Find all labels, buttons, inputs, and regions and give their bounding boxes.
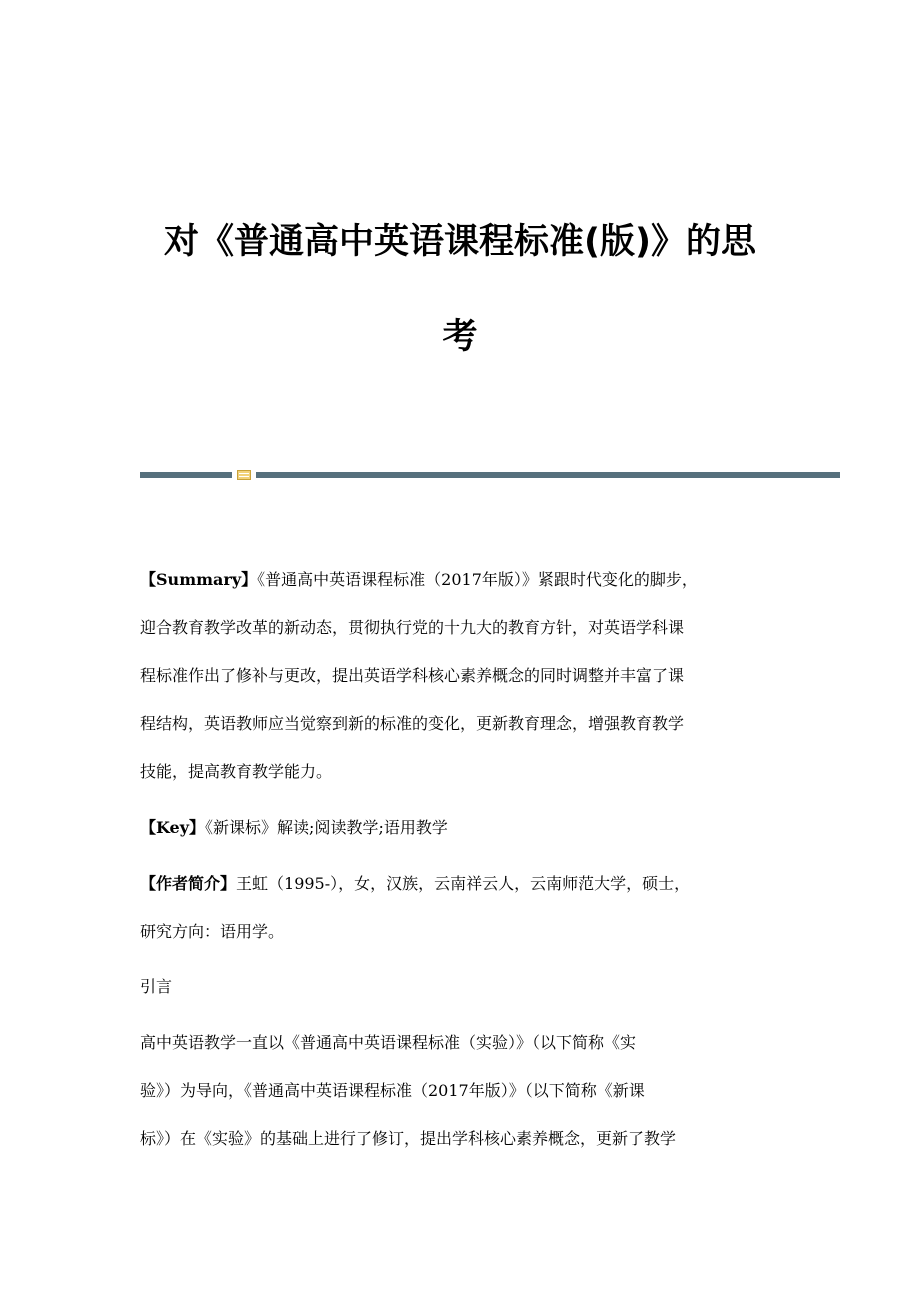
divider-ornament-icon xyxy=(237,470,251,480)
keywords-text: 《新课标》解读;阅读教学;语用教学 xyxy=(205,818,448,837)
intro-line-1: 高中英语教学一直以《普通高中英语课程标准（实验）》（以下简称《实 xyxy=(140,1033,637,1052)
summary-line-4: 程结构，英语教师应当觉察到新的标准的变化，更新教育理念，增强教育教学 xyxy=(140,714,685,733)
summary-label: 【Summary】 xyxy=(140,570,258,589)
title-line-1: 对《普通高中英语课程标准(版)》的思 xyxy=(164,222,756,262)
summary-text-1: 《普通高中英语课程标准（2017年版）》紧跟时代变化的脚步， xyxy=(257,570,698,589)
summary-line-3: 程标准作出了修补与更改，提出英语学科核心素养概念的同时调整并丰富了课 xyxy=(140,666,685,685)
intro-heading: 引言 xyxy=(140,977,173,996)
author-line-1 xyxy=(140,874,690,894)
intro-line-2: 验》）为导向，《普通高中英语课程标准（2017年版）》（以下简称《新课 xyxy=(140,1081,645,1100)
summary-line-1 xyxy=(140,570,698,590)
summary-line-2: 迎合教育教学改革的新动态，贯彻执行党的十九大的教育方针，对英语学科课 xyxy=(140,618,685,637)
author-label: 【作者简介】 xyxy=(140,874,237,893)
decorative-divider xyxy=(140,470,840,479)
author-line-2: 研究方向：语用学。 xyxy=(140,922,285,941)
keywords-line xyxy=(140,818,448,838)
divider-bar-left xyxy=(140,472,232,478)
divider-bar-right xyxy=(256,472,840,478)
author-text-1: 王虹（1995-），女，汉族，云南祥云人，云南师范大学，硕士， xyxy=(236,874,691,893)
intro-line-3: 标》）在《实验》的基础上进行了修订，提出学科核心素养概念，更新了教学 xyxy=(140,1129,677,1148)
summary-line-5: 技能，提高教育教学能力。 xyxy=(140,762,333,781)
title-line-2: 考 xyxy=(442,317,478,357)
keywords-label: 【Key】 xyxy=(140,818,206,837)
